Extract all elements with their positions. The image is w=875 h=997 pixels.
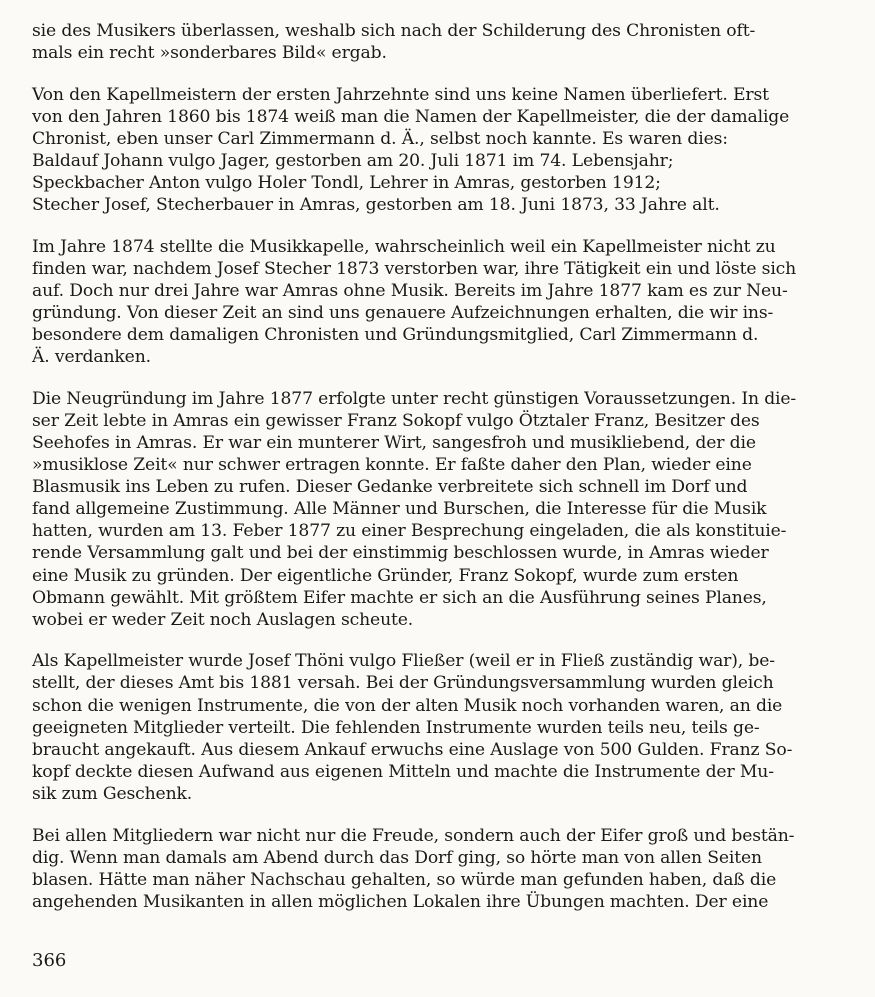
paragraph-3 bbox=[32, 236, 847, 369]
page-body bbox=[32, 20, 847, 932]
paragraph-1 bbox=[32, 20, 847, 64]
text-line: von den Jahren 1860 bis 1874 weiß man die Namen der Kapellmeister, die der damalige bbox=[32, 106, 790, 127]
text-line: Ä. verdanken. bbox=[32, 347, 151, 368]
text-line: eine Musik zu gründen. Der eigentliche Gründer, Franz Sokopf, wurde zum ersten bbox=[32, 565, 739, 586]
text-line: geeigneten Mitglieder verteilt. Die fehlenden Instrumente wurden teils neu, teils ge- bbox=[32, 717, 760, 738]
text-line: finden war, nachdem Josef Stecher 1873 verstorben war, ihre Tätigkeit ein und löste sich bbox=[32, 258, 797, 279]
text-line: Die Neugründung im Jahre 1877 erfolgte unter recht günstigen Voraussetzungen. In die- bbox=[32, 388, 797, 409]
text-line: hatten, wurden am 13. Feber 1877 zu einer Besprechung eingeladen, die als konstituie- bbox=[32, 521, 787, 542]
text-line: braucht angekauft. Aus diesem Ankauf erwuchs eine Auslage von 500 Gulden. Franz So- bbox=[32, 739, 793, 760]
text-line: Chronist, eben unser Carl Zimmermann d. Ä., selbst noch kannte. Es waren dies: bbox=[32, 128, 728, 149]
text-line: Obmann gewählt. Mit größtem Eifer machte er sich an die Ausführung seines Planes, bbox=[32, 587, 767, 608]
text-line: Bei allen Mitgliedern war nicht nur die Freude, sondern auch der Eifer groß und bestän- bbox=[32, 825, 795, 846]
text-line: wobei er weder Zeit noch Auslagen scheute. bbox=[32, 609, 414, 630]
text-line: Von den Kapellmeistern der ersten Jahrzehnte sind uns keine Namen überliefert. Erst bbox=[32, 84, 769, 105]
page-number: 366 bbox=[32, 950, 67, 971]
text-line: mals ein recht »sonderbares Bild« ergab. bbox=[32, 43, 387, 64]
text-line: blasen. Hätte man näher Nachschau gehalten, so würde man gefunden haben, daß die bbox=[32, 869, 777, 890]
text-line: Baldauf Johann vulgo Jager, gestorben am 20. Juli 1871 im 74. Lebensjahr; bbox=[32, 150, 674, 171]
text-line: dig. Wenn man damals am Abend durch das Dorf ging, so hörte man von allen Seiten bbox=[32, 847, 762, 868]
text-line: Speckbacher Anton vulgo Holer Tondl, Lehrer in Amras, gestorben 1912; bbox=[32, 173, 661, 194]
text-line: Als Kapellmeister wurde Josef Thöni vulgo Fließer (weil er in Fließ zuständig war), be- bbox=[32, 651, 775, 672]
text-line: Seehofes in Amras. Er war ein munterer Wirt, sangesfroh und musikliebend, der die bbox=[32, 433, 756, 453]
text-line: besondere dem damaligen Chronisten und Gründungsmitglied, Carl Zimmermann d. bbox=[32, 325, 759, 346]
text-line: schon die wenigen Instrumente, die von der alten Musik noch vorhanden waren, an die bbox=[32, 695, 783, 716]
text-line: Im Jahre 1874 stellte die Musikkapelle, wahrscheinlich weil ein Kapellmeister nicht zu bbox=[32, 236, 776, 257]
text-line: Blasmusik ins Leben zu rufen. Dieser Gedanke verbreitete sich schnell im Dorf und bbox=[32, 477, 748, 498]
paragraph-6 bbox=[32, 825, 847, 913]
paragraph-5 bbox=[32, 650, 847, 805]
text-line: gründung. Von dieser Zeit an sind uns genauere Aufzeichnungen erhalten, die wir ins- bbox=[32, 303, 774, 324]
text-line: rende Versammlung galt und bei der einstimmig beschlossen wurde, in Amras wieder bbox=[32, 543, 769, 564]
text-line: »musiklose Zeit« nur schwer ertragen konnte. Er faßte daher den Plan, wieder eine bbox=[32, 455, 752, 476]
text-line: fand allgemeine Zustimmung. Alle Männer und Burschen, die Interesse für die Musik bbox=[32, 499, 767, 520]
text-line: stellt, der dieses Amt bis 1881 versah. Bei der Gründungsversammlung wurden gleich bbox=[32, 673, 774, 694]
text-line: kopf deckte diesen Aufwand aus eigenen Mitteln und machte die Instrumente der Mu- bbox=[32, 761, 774, 782]
text-line: angehenden Musikanten in allen möglichen Lokalen ihre Übungen machten. Der eine bbox=[32, 891, 769, 912]
text-line: sik zum Geschenk. bbox=[32, 783, 193, 804]
text-line: sie des Musikers überlassen, weshalb sich nach der Schilderung des Chronisten oft- bbox=[32, 21, 756, 41]
text-line: auf. Doch nur drei Jahre war Amras ohne Musik. Bereits im Jahre 1877 kam es zur Neu- bbox=[32, 280, 788, 301]
paragraph-2 bbox=[32, 84, 847, 217]
paragraph-4 bbox=[32, 388, 847, 631]
text-line: Stecher Josef, Stecherbauer in Amras, gestorben am 18. Juni 1873, 33 Jahre alt. bbox=[32, 195, 720, 216]
text-line: ser Zeit lebte in Amras ein gewisser Franz Sokopf vulgo Ötztaler Franz, Besitzer des bbox=[32, 410, 760, 431]
